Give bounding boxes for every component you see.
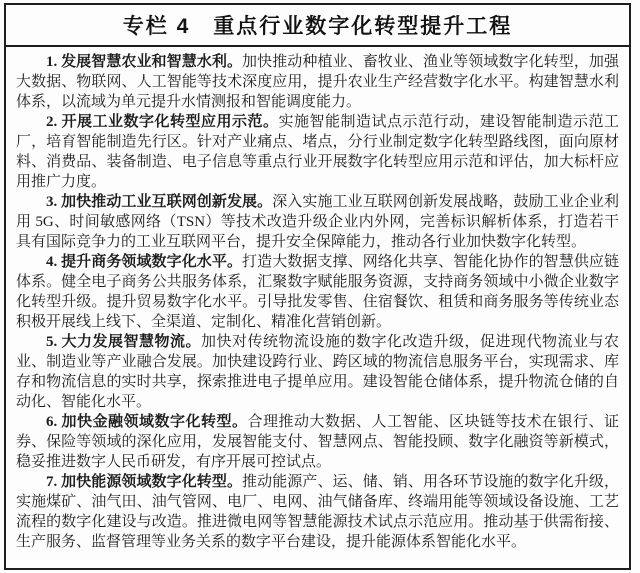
paragraph-4 xyxy=(16,252,619,332)
paragraph-3-text: 深入实施工业互联网创新发展战略，鼓励工业企业利用 5G、时间敏感网络（TSN）等技术改造升级企业内外网，完善标识解析体系，打造若干具有国际竞争力的工业互联网平台，提升安全保障能力，推动各行业加快数字化转型。 xyxy=(16,194,619,250)
paragraph-5 xyxy=(16,332,619,412)
column-body xyxy=(6,47,629,568)
paragraph-2 xyxy=(16,112,619,192)
column-title: 专栏 4 重点行业数字化转型提升工程 xyxy=(122,15,513,38)
paragraph-4-lead: 4. 提升商务领域数字化水平。 xyxy=(46,254,243,270)
paragraph-1-lead: 1. 发展智慧农业和智慧水利。 xyxy=(46,54,243,70)
paragraph-7 xyxy=(16,472,619,552)
paragraph-3 xyxy=(16,192,619,252)
paragraph-6 xyxy=(16,412,619,472)
paragraph-2-text: 实施智能制造试点示范行动，建设智能制造示范工厂，培育智能制造先行区。针对产业痛点、堵点，分行业制定数字化转型路线图，面向原材料、消费品、装备制造、电子信息等重点行业开展数字化转型应用示范和评估，加大标杆应用推广力度。 xyxy=(16,114,619,190)
paragraph-6-lead: 6. 加快金融领域数字化转型。 xyxy=(46,414,248,430)
paragraph-6-text: 合理推动大数据、人工智能、区块链等技术在银行、证券、保险等领域的深化应用，发展智能支付、智慧网点、智能投顾、数字化融资等新模式，稳妥推进数字人民币研发，有序开展可控试点。 xyxy=(16,414,619,470)
paragraph-4-text: 打造大数据支撑、网络化共享、智能化协作的智慧供应链体系。健全电子商务公共服务体系，汇聚数字赋能服务资源，支持商务领域中小微企业数字化转型升级。提升贸易数字化水平。引导批发零售、住宿餐饮、租赁和商务服务等传统业态积极开展线上线下、全渠道、定制化、精准化营销创新。 xyxy=(16,254,619,330)
paragraph-5-text: 加快对传统物流设施的数字化改造升级，促进现代物流业与农业、制造业等产业融合发展。加快建设跨行业、跨区域的物流信息服务平台，实现需求、库存和物流信息的实时共享，探索推进电子提单应用。建设智能仓储体系，提升物流仓储的自动化、智能化水平。 xyxy=(16,334,619,410)
paragraph-2-lead: 2. 开展工业数字化转型应用示范。 xyxy=(46,114,279,130)
paragraph-7-text: 推动能源产、运、储、销、用各环节设施的数字化升级，实施煤矿、油气田、油气管网、电厂、电网、油气储备库、终端用能等领域设备设施、工艺流程的数字化建设与改造。推进微电网等智慧能源技术试点示范应用。推动基于供需衔接、生产服务、监督管理等业务关系的数字平台建设，提升能源体系智能化水平。 xyxy=(16,474,619,550)
column-box xyxy=(4,3,631,570)
paragraph-7-lead: 7. 加快能源领域数字化转型。 xyxy=(46,474,243,490)
paragraph-1-text: 加快推动种植业、畜牧业、渔业等领域数字化转型，加强大数据、物联网、人工智能等技术深度应用，提升农业生产经营数字化水平。构建智慧水利体系，以流域为单元提升水情测报和智能调度能力。 xyxy=(16,54,619,110)
paragraph-5-lead: 5. 大力发展智慧物流。 xyxy=(46,334,201,350)
paragraph-3-lead: 3. 加快推动工业互联网创新发展。 xyxy=(46,194,273,210)
column-header xyxy=(6,5,629,47)
paragraph-1 xyxy=(16,52,619,112)
